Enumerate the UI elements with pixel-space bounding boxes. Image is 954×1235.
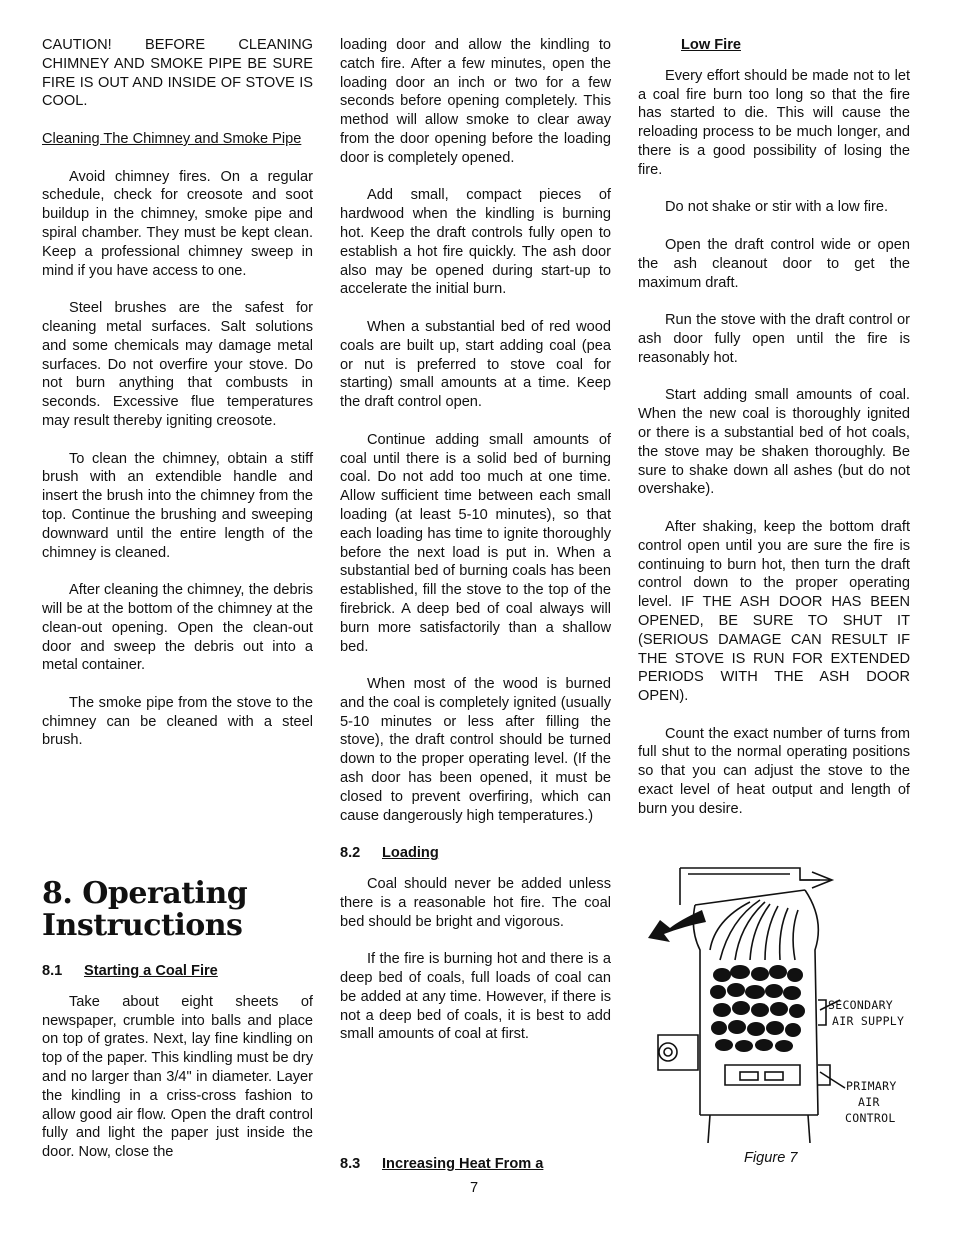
section-title: 8. Operating Instructions: [42, 876, 248, 943]
primary-air-label: AIR: [858, 1095, 880, 1109]
smoke-arrow-icon: [648, 910, 706, 942]
paragraph: Add small, compact pieces of hardwood when the kindling is burning hot. Keep the draft controls fully open to establish a hot fire quickly. The ash door also may be opened during start-up to accelerate the initial burn.: [340, 187, 611, 298]
subsection-title: Starting a Coal Fire: [84, 963, 218, 979]
paragraph: Steel brushes are the safest for cleaning metal surfaces. Salt solutions and some chemicals may damage metal surfaces. Do not overfire your stove. Do not burn anything that combusts in seconds. Excessive flue temperatures may result thereby igniting creosote.: [42, 300, 313, 429]
cleaning-heading: Cleaning The Chimney and Smoke Pipe: [42, 130, 302, 147]
caution-notice: CAUTION! BEFORE CLEANING CHIMNEY AND SMOKE PIPE BE SURE FIRE IS OUT AND INSIDE OF STOVE IS COOL.: [42, 37, 313, 110]
paragraph: Avoid chimney fires. On a regular schedule, check for creosote and soot buildup in the chimney, smoke pipe and spiral chamber. They must be kept clean. Keep a professional chimney sweep in mind if you have access to one.: [42, 168, 313, 279]
subsection-heading: [42, 962, 313, 981]
paragraph: Coal should never be added unless there is a reasonable hot fire. The coal bed should be bright and vigorous.: [340, 876, 611, 930]
paragraph: Do not shake or stir with a low fire.: [665, 199, 889, 216]
secondary-air-label: AIR SUPPLY: [832, 1014, 905, 1028]
section-8-1: [42, 962, 313, 1181]
stove-diagram: [640, 860, 920, 1145]
subsection-title: Increasing Heat From a: [382, 1156, 544, 1172]
paragraph: When most of the wood is burned and the coal is completely ignited (usually 5-10 minutes or less after filling the stove), the draft control should be turned down to the proper operating level. (If the ash door has been opened, it must be closed to prevent overfiring, which can cause dangerously high temperatures.): [340, 676, 611, 824]
subsection-number: 8.1: [42, 963, 63, 979]
paragraph: When a substantial bed of red wood coals are built up, start adding coal (pea or nut is preferred to stove coal for starting) small amounts at a time. Keep the draft control open.: [340, 318, 611, 411]
stove-outline: [658, 868, 845, 1143]
paragraph: Count the exact number of turns from full shut to the normal operating positions so that you can adjust the stove to the exact level of heat output and length of burn you desire.: [638, 725, 910, 817]
paragraph: If the fire is burning hot and there is a deep bed of coals, full loads of coal can be added at any time. However, if there is not a deep bed of coals, it is best to add small amounts of coal at first.: [340, 951, 611, 1043]
subsection-heading: [340, 844, 611, 863]
primary-air-label: PRIMARY: [846, 1079, 897, 1093]
paragraph: Continue adding small amounts of coal until there is a solid bed of burning coal. Do not add too much at one time. Allow sufficient time between each small loading (at least 5-10 minutes), so that each loading has time to ignite thoroughly before the next load is put in. When a substantial bed of burning coals has been established, fill the stove to the top of the firebrick. A deep bed of coal always will burn more satisfactorily than a shallow bed.: [340, 431, 611, 655]
paragraph: Open the draft control wide or open the ash cleanout door to get the maximum draft.: [638, 236, 910, 291]
paragraph: Run the stove with the draft control or ash door fully open until the fire is reasonably hot.: [638, 312, 910, 366]
column-right: [638, 36, 910, 837]
paragraph: The smoke pipe from the stove to the chimney can be cleaned with a steel brush.: [42, 694, 313, 749]
paragraph: After shaking, keep the bottom draft control open until you are sure the fire is continuing to burn hot, then turn the draft control down to the proper operating level. IF THE ASH DOOR HAS BEEN OPENED, BE SURE TO SHUT IT (SERIOUS DAMAGE CAN RESULT IF THE STOVE IS RUN FOR EXTENDED PERIODS WITH THE ASH DOOR OPEN).: [638, 518, 910, 705]
column-left: [42, 36, 313, 769]
low-fire-heading: Low Fire: [681, 37, 741, 53]
coal-bed: [710, 965, 805, 1052]
paragraph: loading door and allow the kindling to catch fire. After a few minutes, open the loading door an inch or two for a few seconds before opening completely. This method will allow smoke to clear away from the door opening before the loading door is completely opened.: [340, 37, 611, 166]
paragraph: To clean the chimney, obtain a stiff brush with an extendible handle and insert the brush into the chimney from the top. Continue the brushing and sweeping downward until the entire length of the chimney is cleaned.: [42, 450, 313, 561]
paragraph: Take about eight sheets of newspaper, crumble into balls and place on top of grates. Next, lay fine kindling on top of the paper. This kindling must be dry and no larger than 3/4" in diameter. Layer the kindling in a criss-cross fashion to allow good air flow. Open the draft control fully and light the paper just inside the door. Now, close the: [42, 993, 313, 1161]
paragraph: Start adding small amounts of coal. When the new coal is thoroughly ignited or there is a substantial bed of hot coals, the stove may be shaken thoroughly. Be sure to shake down all ashes (but do not overshake).: [638, 387, 910, 498]
subsection-heading: [340, 1155, 611, 1174]
subsection-number: 8.3: [340, 1156, 361, 1172]
figure-caption: Figure 7: [744, 1150, 798, 1166]
paragraph: Every effort should be made not to let a coal fire burn too long so that the fire has started to die. This will cause the reloading process to be much longer, and there is a good possibility of losing the fire.: [638, 67, 910, 178]
secondary-air-label: SECONDARY: [828, 998, 894, 1012]
primary-air-label: CONTROL: [845, 1111, 896, 1125]
paragraph: After cleaning the chimney, the debris will be at the bottom of the chimney at the clean-out opening. Open the clean-out door and sweep the debris out into a metal container.: [42, 582, 313, 674]
subsection-number: 8.2: [340, 845, 361, 862]
column-middle: [340, 36, 611, 1063]
page-number: 7: [470, 1180, 479, 1196]
subsection-title: Loading: [382, 845, 439, 862]
